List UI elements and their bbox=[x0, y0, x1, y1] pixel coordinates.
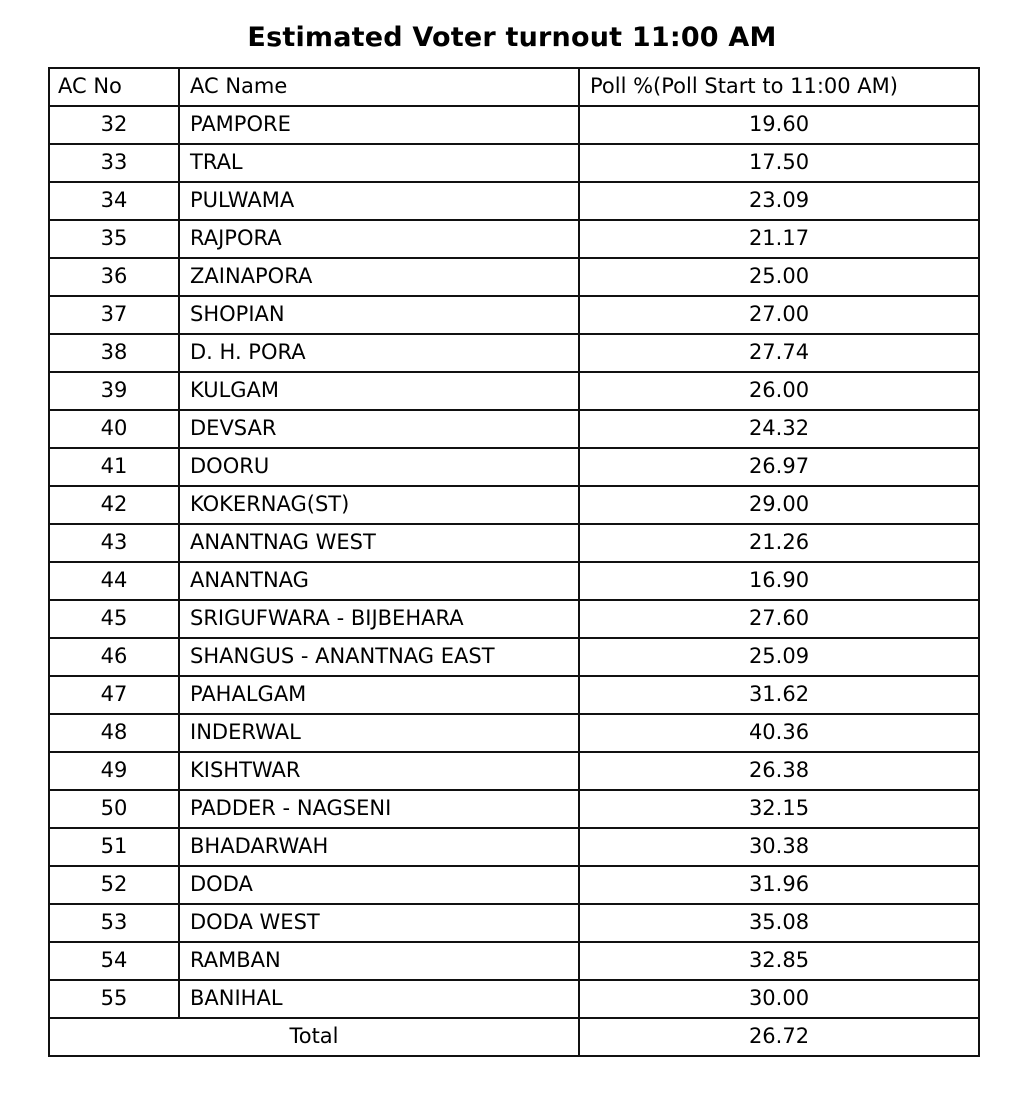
cell-poll-pct: 19.60 bbox=[579, 106, 979, 144]
table-header-row bbox=[49, 68, 979, 106]
table-row bbox=[49, 486, 979, 524]
cell-ac-no: 39 bbox=[49, 372, 179, 410]
voter-turnout-table bbox=[48, 67, 980, 1057]
cell-poll-pct: 32.15 bbox=[579, 790, 979, 828]
cell-ac-name: PULWAMA bbox=[179, 182, 579, 220]
cell-ac-name: ZAINAPORA bbox=[179, 258, 579, 296]
cell-ac-no: 51 bbox=[49, 828, 179, 866]
cell-poll-pct: 26.97 bbox=[579, 448, 979, 486]
table-row bbox=[49, 296, 979, 334]
table-row bbox=[49, 828, 979, 866]
cell-poll-pct: 27.00 bbox=[579, 296, 979, 334]
cell-poll-pct: 21.26 bbox=[579, 524, 979, 562]
cell-ac-no: 45 bbox=[49, 600, 179, 638]
cell-poll-pct: 25.09 bbox=[579, 638, 979, 676]
cell-poll-pct: 17.50 bbox=[579, 144, 979, 182]
table-row bbox=[49, 106, 979, 144]
cell-ac-no: 53 bbox=[49, 904, 179, 942]
table-row bbox=[49, 676, 979, 714]
column-header-ac-name: AC Name bbox=[179, 68, 579, 106]
table-row bbox=[49, 752, 979, 790]
cell-ac-no: 40 bbox=[49, 410, 179, 448]
cell-ac-no: 43 bbox=[49, 524, 179, 562]
table-row bbox=[49, 182, 979, 220]
table-total-row bbox=[49, 1018, 979, 1056]
cell-ac-no: 37 bbox=[49, 296, 179, 334]
cell-poll-pct: 31.96 bbox=[579, 866, 979, 904]
cell-poll-pct: 26.38 bbox=[579, 752, 979, 790]
cell-ac-name: KOKERNAG(ST) bbox=[179, 486, 579, 524]
cell-poll-pct: 30.00 bbox=[579, 980, 979, 1018]
cell-poll-pct: 29.00 bbox=[579, 486, 979, 524]
table-body bbox=[49, 106, 979, 1056]
cell-ac-name: RAMBAN bbox=[179, 942, 579, 980]
page-title: Estimated Voter turnout 11:00 AM bbox=[247, 22, 777, 53]
cell-poll-pct: 27.74 bbox=[579, 334, 979, 372]
column-header-poll-pct: Poll %(Poll Start to 11:00 AM) bbox=[579, 68, 979, 106]
cell-poll-pct: 31.62 bbox=[579, 676, 979, 714]
cell-ac-name: ANANTNAG WEST bbox=[179, 524, 579, 562]
cell-ac-no: 33 bbox=[49, 144, 179, 182]
cell-ac-name: SHANGUS - ANANTNAG EAST bbox=[179, 638, 579, 676]
table-row bbox=[49, 144, 979, 182]
table-row bbox=[49, 524, 979, 562]
table-row bbox=[49, 638, 979, 676]
cell-poll-pct: 27.60 bbox=[579, 600, 979, 638]
cell-ac-no: 48 bbox=[49, 714, 179, 752]
cell-ac-no: 49 bbox=[49, 752, 179, 790]
cell-ac-name: KISHTWAR bbox=[179, 752, 579, 790]
cell-ac-name: TRAL bbox=[179, 144, 579, 182]
cell-ac-name: INDERWAL bbox=[179, 714, 579, 752]
cell-ac-name: PAHALGAM bbox=[179, 676, 579, 714]
cell-poll-pct: 40.36 bbox=[579, 714, 979, 752]
table-row bbox=[49, 866, 979, 904]
table-row bbox=[49, 334, 979, 372]
table-row bbox=[49, 410, 979, 448]
cell-poll-pct: 32.85 bbox=[579, 942, 979, 980]
cell-poll-pct: 35.08 bbox=[579, 904, 979, 942]
cell-ac-no: 50 bbox=[49, 790, 179, 828]
cell-ac-no: 46 bbox=[49, 638, 179, 676]
cell-poll-pct: 16.90 bbox=[579, 562, 979, 600]
cell-ac-name: SHOPIAN bbox=[179, 296, 579, 334]
cell-ac-no: 52 bbox=[49, 866, 179, 904]
cell-ac-name: PADDER - NAGSENI bbox=[179, 790, 579, 828]
cell-ac-name: D. H. PORA bbox=[179, 334, 579, 372]
cell-poll-pct: 24.32 bbox=[579, 410, 979, 448]
total-label: Total bbox=[49, 1018, 579, 1056]
cell-ac-no: 32 bbox=[49, 106, 179, 144]
cell-ac-name: KULGAM bbox=[179, 372, 579, 410]
cell-poll-pct: 26.00 bbox=[579, 372, 979, 410]
table-row bbox=[49, 562, 979, 600]
cell-ac-name: PAMPORE bbox=[179, 106, 579, 144]
cell-ac-no: 44 bbox=[49, 562, 179, 600]
cell-ac-no: 38 bbox=[49, 334, 179, 372]
table-container bbox=[0, 67, 1024, 1057]
cell-ac-name: BANIHAL bbox=[179, 980, 579, 1018]
cell-ac-name: RAJPORA bbox=[179, 220, 579, 258]
table-row bbox=[49, 600, 979, 638]
cell-ac-no: 55 bbox=[49, 980, 179, 1018]
cell-ac-no: 42 bbox=[49, 486, 179, 524]
table-row bbox=[49, 714, 979, 752]
cell-ac-no: 35 bbox=[49, 220, 179, 258]
cell-ac-name: DEVSAR bbox=[179, 410, 579, 448]
cell-ac-no: 54 bbox=[49, 942, 179, 980]
cell-ac-name: SRIGUFWARA - BIJBEHARA bbox=[179, 600, 579, 638]
cell-poll-pct: 23.09 bbox=[579, 182, 979, 220]
table-row bbox=[49, 220, 979, 258]
cell-poll-pct: 25.00 bbox=[579, 258, 979, 296]
table-row bbox=[49, 790, 979, 828]
cell-ac-no: 34 bbox=[49, 182, 179, 220]
table-header bbox=[49, 68, 979, 106]
table-row bbox=[49, 372, 979, 410]
table-row bbox=[49, 980, 979, 1018]
cell-ac-name: ANANTNAG bbox=[179, 562, 579, 600]
table-row bbox=[49, 258, 979, 296]
cell-ac-name: DOORU bbox=[179, 448, 579, 486]
cell-ac-no: 47 bbox=[49, 676, 179, 714]
table-row bbox=[49, 942, 979, 980]
column-header-ac-no: AC No bbox=[49, 68, 179, 106]
cell-ac-no: 36 bbox=[49, 258, 179, 296]
cell-ac-name: BHADARWAH bbox=[179, 828, 579, 866]
cell-ac-name: DODA bbox=[179, 866, 579, 904]
table-row bbox=[49, 904, 979, 942]
cell-poll-pct: 30.38 bbox=[579, 828, 979, 866]
cell-ac-no: 41 bbox=[49, 448, 179, 486]
cell-poll-pct: 21.17 bbox=[579, 220, 979, 258]
total-poll-pct: 26.72 bbox=[579, 1018, 979, 1056]
cell-ac-name: DODA WEST bbox=[179, 904, 579, 942]
table-row bbox=[49, 448, 979, 486]
